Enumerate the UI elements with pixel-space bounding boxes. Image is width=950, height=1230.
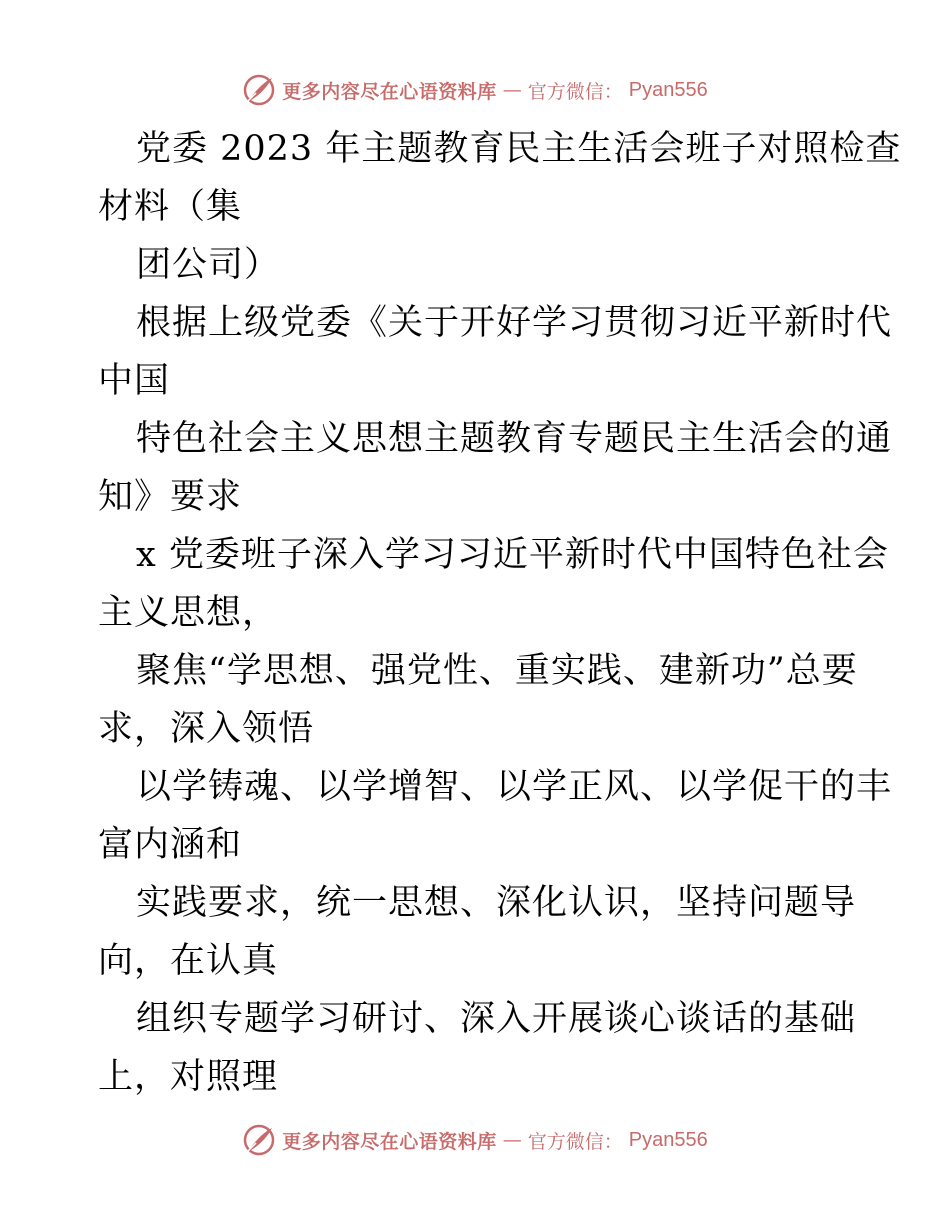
watermark-text: 更多内容尽在心语资料库	[282, 1130, 497, 1153]
watermark-banner-bottom	[0, 1120, 950, 1160]
watermark-dash: —	[502, 79, 522, 101]
doc-title-line-2: 材料（集	[98, 187, 243, 227]
doc-paragraph-line: 中国	[98, 361, 171, 401]
doc-paragraph-line: 上，对照理	[98, 1057, 279, 1097]
doc-paragraph-line: 根据上级党委《关于开好学习贯彻习近平新时代	[136, 303, 893, 343]
doc-paragraph-line: 向，在认真	[98, 941, 279, 981]
doc-paragraph-line: 求，深入领悟	[98, 709, 315, 749]
watermark-text: 更多内容尽在心语资料库	[282, 80, 497, 103]
doc-paragraph-line: x 党委班子深入学习习近平新时代中国特色社会	[136, 535, 889, 575]
watermark-banner-top	[0, 70, 950, 110]
watermark-contact-label: 官方微信：	[527, 1130, 623, 1153]
document-body	[98, 120, 902, 1106]
doc-paragraph-line: 聚焦“学思想、强党性、重实践、建新功”总要	[136, 651, 858, 691]
doc-paragraph-line: 以学铸魂、以学增智、以学正风、以学促干的丰	[136, 767, 893, 807]
doc-paragraph-line: 特色社会主义思想主题教育专题民主生活会的通	[136, 419, 893, 459]
doc-paragraph-line: 实践要求，统一思想、深化认识，坚持问题导	[136, 883, 857, 923]
feather-pen-logo-icon	[242, 73, 276, 107]
watermark-contact-id: Pyan556	[628, 78, 708, 101]
watermark-dash: —	[502, 1129, 522, 1151]
doc-title-line-1: 党委 2023 年主题教育民主生活会班子对照检查	[136, 129, 902, 169]
watermark-contact-id: Pyan556	[628, 1128, 708, 1151]
doc-title-line-3: 团公司）	[136, 245, 281, 285]
doc-paragraph-line: 富内涵和	[98, 825, 243, 865]
watermark-contact-label: 官方微信：	[527, 80, 623, 103]
doc-paragraph-line: 知》要求	[98, 477, 243, 517]
feather-pen-logo-icon	[242, 1123, 276, 1157]
doc-paragraph-line: 主义思想，	[98, 593, 279, 633]
doc-paragraph-line: 组织专题学习研讨、深入开展谈心谈话的基础	[136, 999, 857, 1039]
